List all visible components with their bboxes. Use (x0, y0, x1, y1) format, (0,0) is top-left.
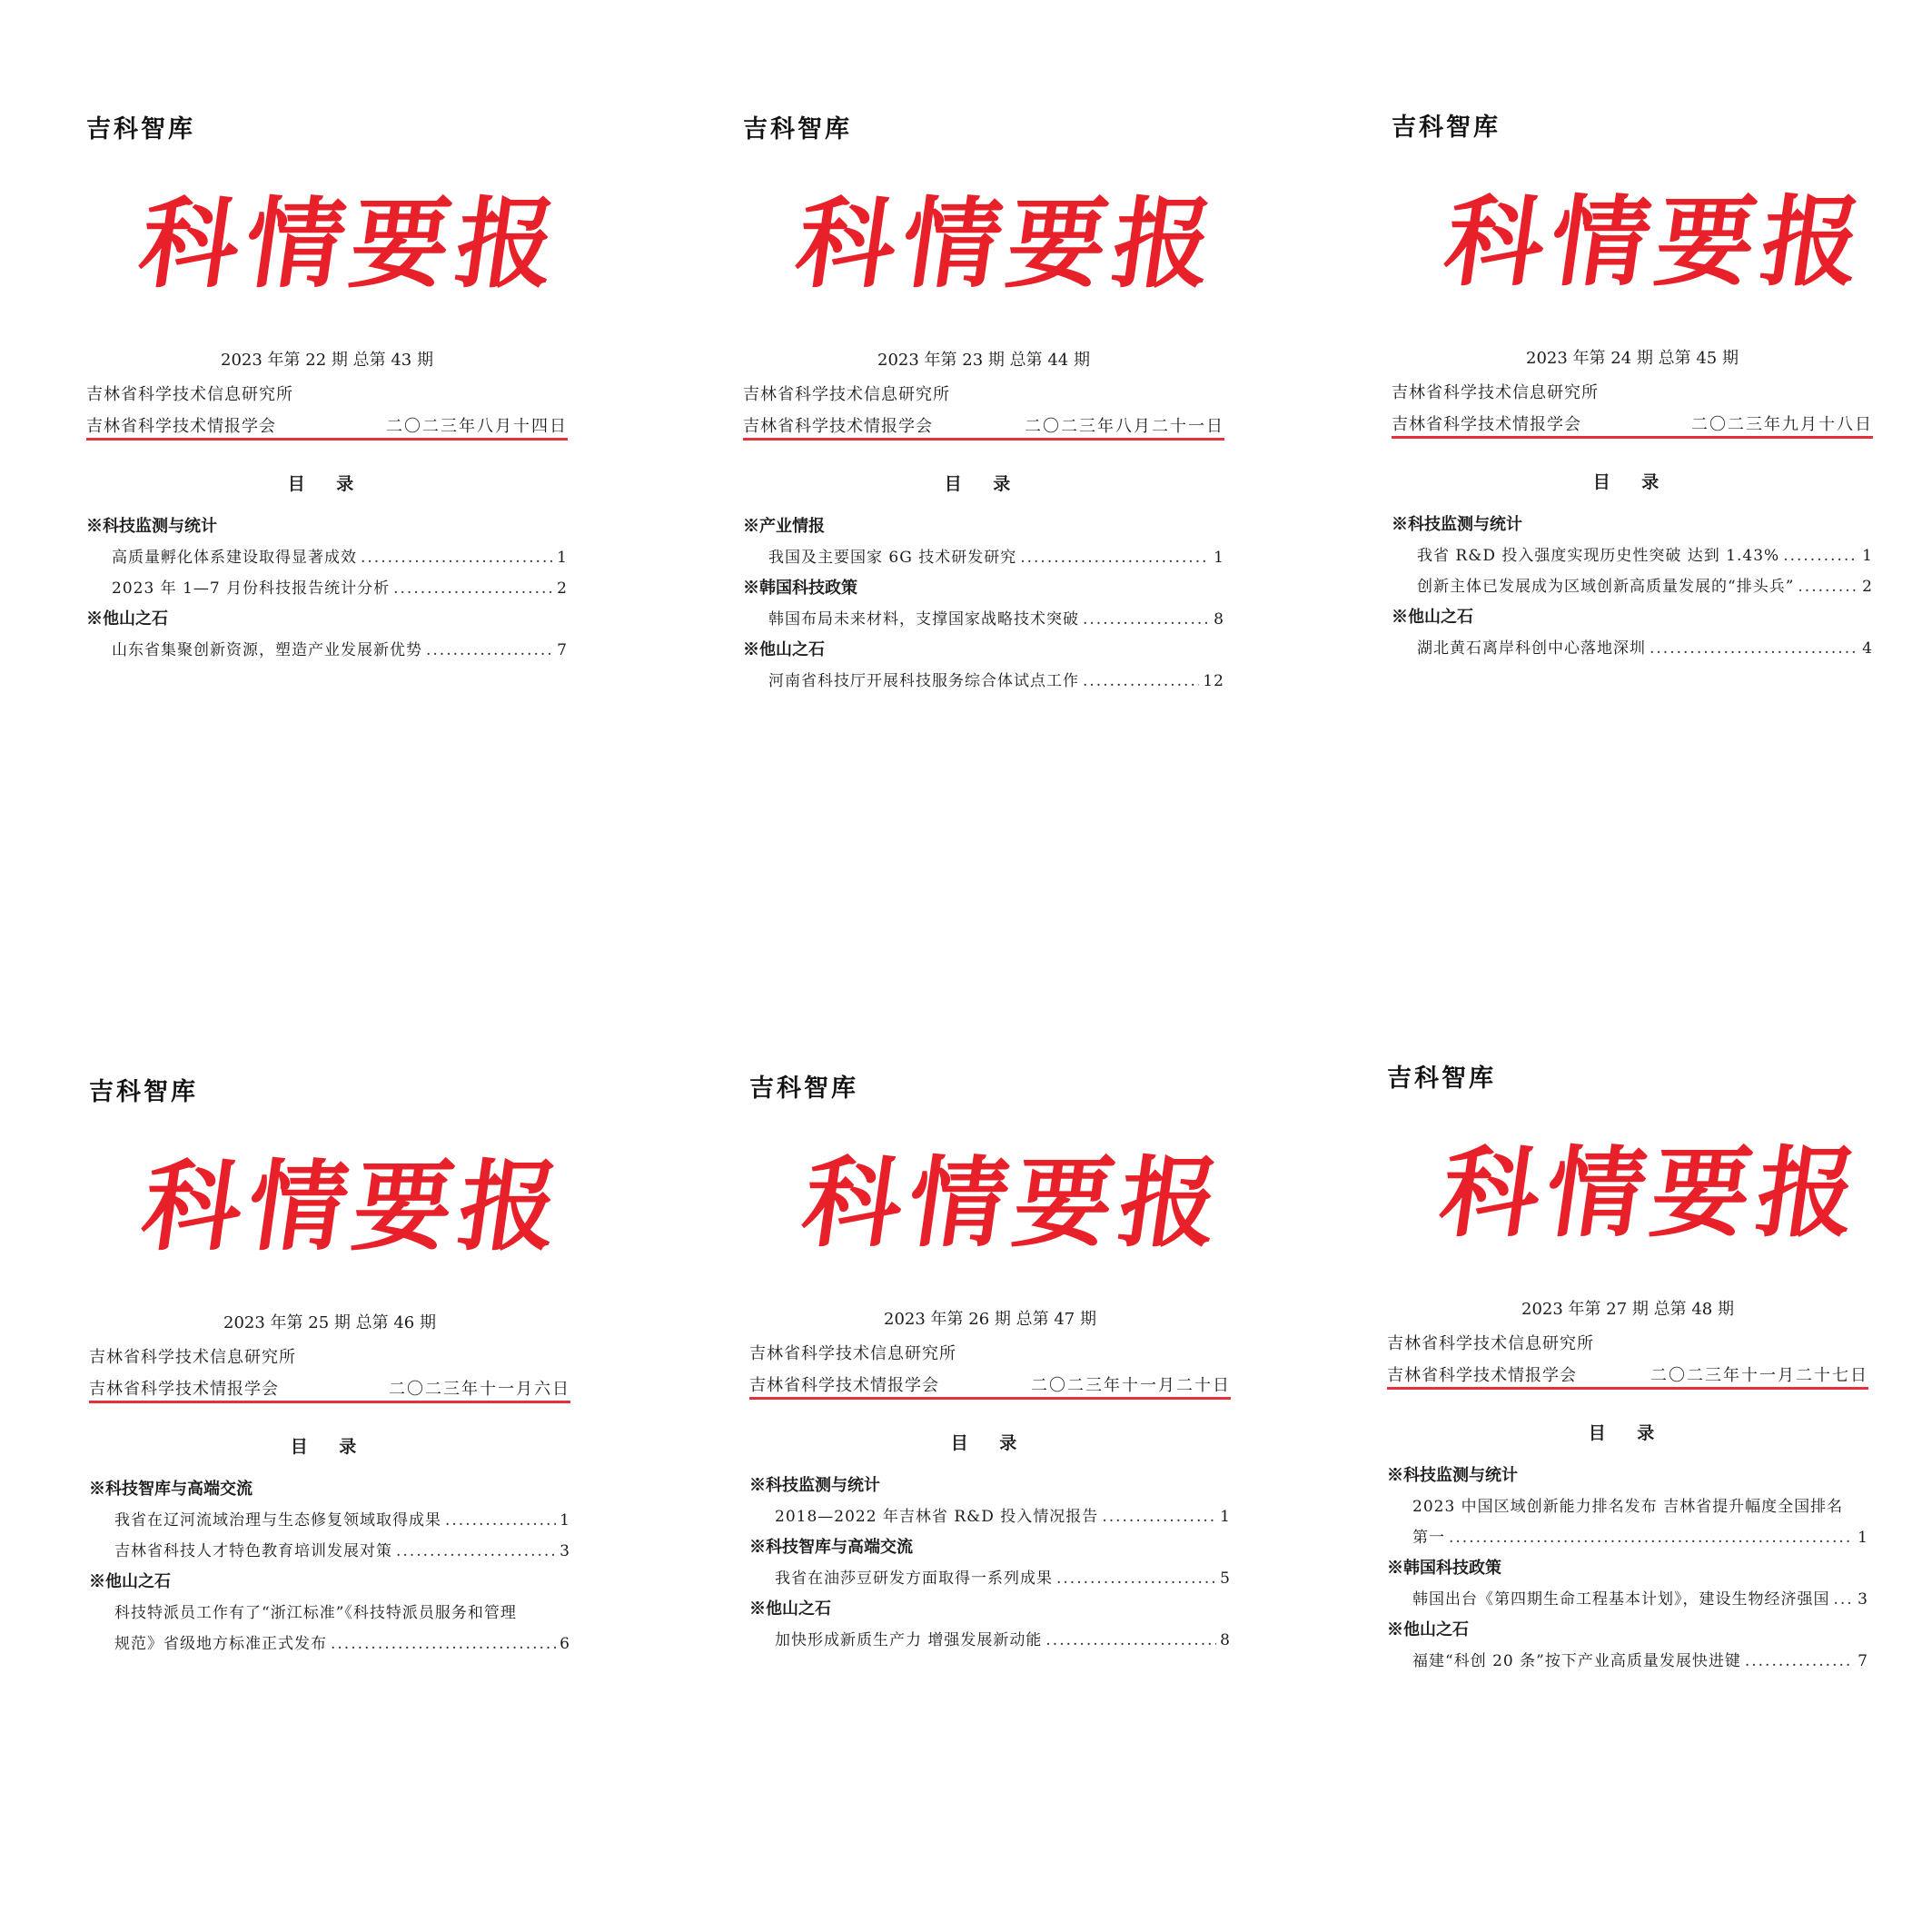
toc-heading: 目 录 (944, 474, 1024, 494)
toc-item[interactable] (768, 670, 1224, 692)
leader-dots (1020, 547, 1210, 569)
toc-item-page: 8 (1220, 1631, 1231, 1649)
table-of-contents (89, 1479, 570, 1664)
leader-dots (1449, 1527, 1854, 1549)
toc-heading: 目 录 (287, 474, 367, 494)
publisher-institute: 吉林省科学技术信息研究所 (749, 1344, 956, 1363)
table-of-contents (86, 516, 568, 670)
leader-dots (1083, 670, 1199, 692)
toc-heading: 目 录 (1592, 472, 1672, 492)
toc-item-page: 7 (1858, 1652, 1868, 1670)
toc-item[interactable] (775, 1506, 1231, 1528)
toc-heading: 目 录 (950, 1433, 1030, 1453)
toc-item-page: 1 (560, 1511, 570, 1530)
issue-number: 2023 年第 23 期 总第 44 期 (877, 351, 1090, 370)
masthead-title: 科情要报 (1438, 185, 1876, 300)
issue-number: 2023 年第 27 期 总第 48 期 (1521, 1300, 1734, 1319)
brand-label: 吉科智库 (1392, 114, 1501, 142)
publish-date: 二〇二三年八月二十一日 (1025, 417, 1224, 436)
table-of-contents (1392, 514, 1873, 668)
toc-item-page: 1 (1220, 1508, 1231, 1526)
publisher-institute: 吉林省科学技术信息研究所 (1392, 383, 1599, 402)
issue-number: 2023 年第 26 期 总第 47 期 (884, 1310, 1096, 1329)
toc-item-page: 1 (557, 549, 568, 567)
publisher-society: 吉林省科学技术情报学会 (749, 1376, 939, 1395)
leader-dots (445, 1510, 556, 1531)
toc-item[interactable] (1412, 1496, 1868, 1549)
toc-item-page: 5 (1220, 1570, 1231, 1588)
toc-item-page: 6 (560, 1635, 570, 1653)
toc-item-title: 创新主体已发展成为区域创新高质量发展的“排头兵” (1417, 578, 1795, 596)
toc-item[interactable] (768, 547, 1224, 569)
cover-page (749, 1068, 1313, 1886)
toc-item-page: 1 (1858, 1529, 1868, 1547)
publisher-society: 吉林省科学技术情报学会 (86, 417, 276, 436)
toc-item-title: 2018—2022 年吉林省 R&D 投入情况报告 (775, 1508, 1099, 1526)
brand-label: 吉科智库 (89, 1078, 198, 1106)
toc-item[interactable] (112, 547, 568, 569)
cover-page (86, 109, 649, 926)
toc-item-page: 7 (557, 641, 568, 659)
publisher-society: 吉林省科学技术情报学会 (743, 417, 933, 436)
leader-dots (361, 547, 553, 569)
toc-item[interactable] (114, 1510, 570, 1531)
publish-date: 二〇二三年十一月二十日 (1031, 1376, 1231, 1395)
issue-number: 2023 年第 25 期 总第 46 期 (223, 1313, 436, 1332)
toc-item[interactable] (775, 1629, 1231, 1651)
toc-item-page: 3 (1858, 1590, 1868, 1609)
toc-section-title: ※产业情报 (743, 517, 825, 536)
toc-item-page: 1 (1862, 547, 1873, 565)
leader-dots (1745, 1650, 1854, 1672)
publish-date: 二〇二三年九月十八日 (1691, 415, 1873, 434)
leader-dots (1083, 609, 1210, 630)
toc-item[interactable] (775, 1568, 1231, 1589)
red-divider (1387, 1387, 1868, 1390)
publisher-society: 吉林省科学技术情报学会 (89, 1380, 279, 1399)
leader-dots (1045, 1629, 1216, 1651)
toc-item[interactable] (768, 609, 1224, 630)
leader-dots (426, 639, 553, 661)
brand-label: 吉科智库 (86, 115, 195, 144)
leader-dots (1798, 576, 1858, 598)
publish-date: 二〇二三年八月十四日 (386, 417, 568, 436)
toc-item-page: 1 (1214, 549, 1224, 567)
masthead-title: 科情要报 (1433, 1136, 1871, 1251)
toc-item-page: 2 (1862, 578, 1873, 596)
toc-heading: 目 录 (1588, 1423, 1668, 1443)
leader-dots (1102, 1506, 1216, 1528)
toc-item[interactable] (112, 639, 568, 661)
toc-item-page: 4 (1862, 639, 1873, 658)
toc-item-page: 3 (560, 1542, 570, 1560)
toc-item-title: 河南省科技厅开展科技服务综合体试点工作 (768, 672, 1079, 690)
toc-item-page: 2 (557, 579, 568, 598)
toc-item-page: 12 (1203, 672, 1224, 690)
toc-section-title: ※科技智库与高端交流 (89, 1480, 253, 1499)
toc-section-title: ※他山之石 (749, 1599, 831, 1619)
toc-item[interactable] (1412, 1589, 1868, 1610)
leader-dots (1056, 1568, 1216, 1589)
toc-section-title: ※科技监测与统计 (1387, 1466, 1518, 1485)
toc-item-title: 山东省集聚创新资源，塑造产业发展新优势 (112, 641, 422, 659)
toc-section-title: ※他山之石 (1392, 608, 1473, 627)
red-divider (1392, 436, 1873, 439)
toc-item-title: 2023 年 1—7 月份科技报告统计分析 (112, 579, 391, 598)
cover-page (1387, 1058, 1932, 1876)
red-divider (86, 438, 568, 441)
toc-item-title: 韩国布局未来材料，支撑国家战略技术突破 (768, 610, 1079, 629)
toc-item[interactable] (114, 1540, 570, 1562)
leader-dots (1783, 545, 1858, 567)
masthead-title: 科情要报 (133, 187, 570, 302)
toc-item-title: 湖北黄石离岸科创中心落地深圳 (1417, 639, 1646, 658)
toc-item-title: 加快形成新质生产力 增强发展新动能 (775, 1631, 1043, 1649)
toc-section-title: ※他山之石 (743, 640, 825, 659)
toc-item[interactable] (1417, 638, 1873, 659)
toc-item[interactable] (1412, 1650, 1868, 1672)
toc-item-title: 我省在辽河流域治理与生态修复领域取得成果 (114, 1511, 441, 1530)
brand-label: 吉科智库 (1387, 1065, 1496, 1093)
leader-dots (1650, 638, 1858, 659)
publisher-society: 吉林省科学技术情报学会 (1387, 1366, 1577, 1385)
toc-section-title: ※韩国科技政策 (743, 579, 857, 598)
toc-section-title: ※科技监测与统计 (86, 517, 217, 536)
table-of-contents (1387, 1465, 1868, 1681)
toc-section-title: ※他山之石 (89, 1572, 171, 1591)
publisher-society: 吉林省科学技术情报学会 (1392, 415, 1581, 434)
toc-section-title: ※科技监测与统计 (749, 1476, 880, 1495)
toc-item-title: 吉林省科技人才特色教育培训发展对策 (114, 1542, 392, 1560)
brand-label: 吉科智库 (743, 115, 852, 144)
issue-number: 2023 年第 24 期 总第 45 期 (1526, 349, 1739, 368)
toc-item-title: 我省在油莎豆研发方面取得一系列成果 (775, 1570, 1053, 1588)
cover-page (89, 1072, 652, 1889)
toc-item[interactable] (112, 578, 568, 599)
publisher-institute: 吉林省科学技术信息研究所 (89, 1348, 296, 1367)
publisher-institute: 吉林省科学技术信息研究所 (1387, 1334, 1594, 1353)
red-divider (743, 438, 1224, 441)
toc-item-title-cont: 第一 (1412, 1529, 1445, 1547)
toc-item[interactable] (1417, 545, 1873, 567)
toc-item[interactable] (1417, 576, 1873, 598)
leader-dots (331, 1633, 556, 1655)
table-of-contents (743, 516, 1224, 701)
masthead-title: 科情要报 (789, 187, 1227, 302)
toc-section-title: ※科技智库与高端交流 (749, 1538, 913, 1557)
leader-dots (396, 1540, 556, 1562)
cover-page (743, 109, 1306, 926)
toc-section-title: ※他山之石 (86, 609, 168, 629)
toc-item-page: 8 (1214, 610, 1224, 629)
publisher-institute: 吉林省科学技术信息研究所 (743, 385, 950, 404)
publish-date: 二〇二三年十一月六日 (389, 1380, 570, 1399)
toc-item-title: 2023 中国区域创新能力排名发布 吉林省提升幅度全国排名 (1412, 1498, 1844, 1516)
toc-item-title: 我国及主要国家 6G 技术研发研究 (768, 549, 1017, 567)
publisher-institute: 吉林省科学技术信息研究所 (86, 385, 293, 404)
toc-section-title: ※韩国科技政策 (1387, 1559, 1501, 1578)
toc-heading: 目 录 (290, 1437, 370, 1457)
brand-label: 吉科智库 (749, 1074, 858, 1103)
masthead-title: 科情要报 (796, 1146, 1234, 1261)
toc-item-title: 福建“科创 20 条”按下产业高质量发展快进键 (1412, 1652, 1741, 1670)
publish-date: 二〇二三年十一月二十七日 (1650, 1366, 1868, 1385)
toc-item-title-cont: 规范》省级地方标准正式发布 (114, 1635, 327, 1653)
red-divider (89, 1401, 570, 1403)
toc-item-title: 科技特派员工作有了“浙江标准”《科技特派员服务和管理 (114, 1604, 517, 1622)
masthead-title: 科情要报 (135, 1150, 573, 1264)
toc-section-title: ※科技监测与统计 (1392, 515, 1522, 534)
toc-item-title: 韩国出台《第四期生命工程基本计划》，建设生物经济强国 (1412, 1590, 1830, 1609)
red-divider (749, 1397, 1231, 1400)
toc-item[interactable] (114, 1602, 570, 1655)
cover-page (1392, 107, 1932, 925)
toc-item-title: 高质量孵化体系建设取得显著成效 (112, 549, 357, 567)
table-of-contents (749, 1475, 1231, 1660)
issue-number: 2023 年第 22 期 总第 43 期 (221, 351, 433, 370)
toc-section-title: ※他山之石 (1387, 1620, 1469, 1639)
toc-item-title: 我省 R&D 投入强度实现历史性突破 达到 1.43% (1417, 547, 1780, 565)
leader-dots (1834, 1589, 1855, 1610)
leader-dots (393, 578, 553, 599)
